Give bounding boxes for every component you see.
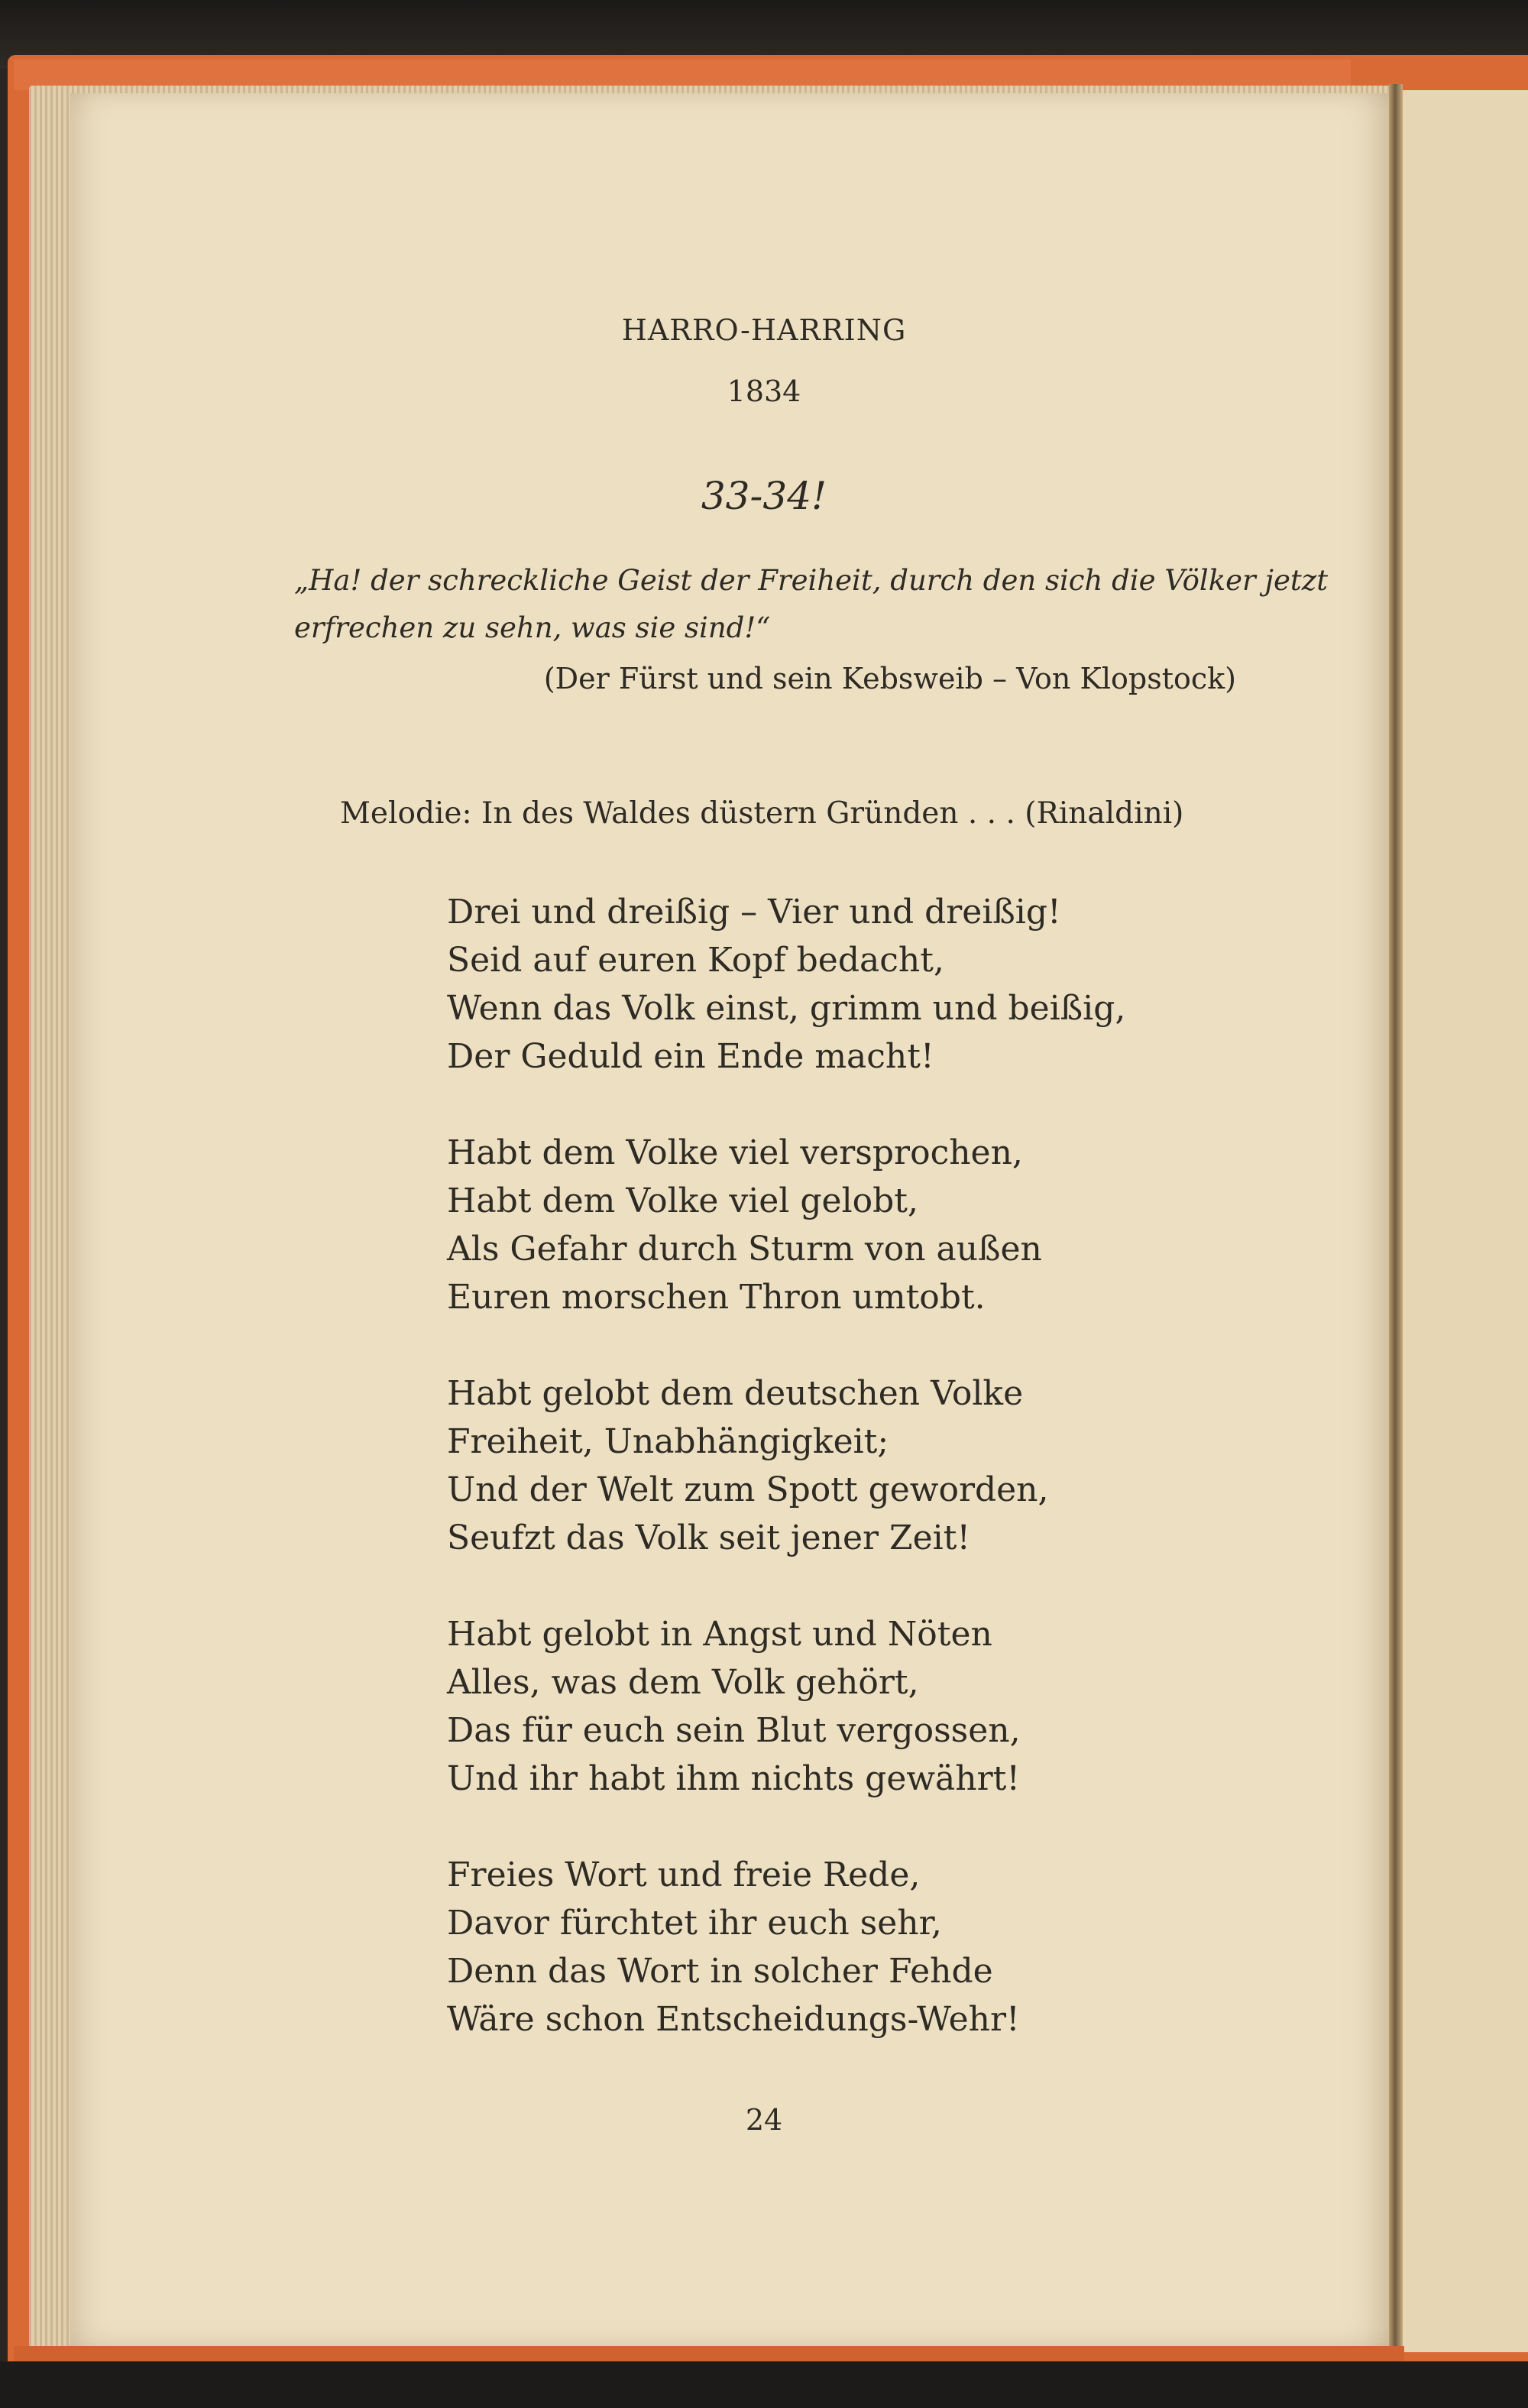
- melody-note: Melodie: In des Waldes düstern Gründen . . . (Rinaldini): [340, 796, 1184, 831]
- epigraph-line: „Ha! der schreckliche Geist der Freiheit, durch den sich die Völker jetzt: [294, 564, 1329, 597]
- verse-line: Und der Welt zum Spott geworden,: [447, 1470, 1049, 1509]
- verse-line: Euren morschen Thron umtobt.: [447, 1278, 986, 1317]
- verse-line: Drei und dreißig – Vier und dreißig!: [447, 893, 1061, 932]
- verse-line: Und ihr habt ihm nichts gewährt!: [447, 1759, 1020, 1798]
- verse-line: Der Geduld ein Ende macht!: [447, 1037, 934, 1076]
- facing-page-edge: [1403, 90, 1528, 2352]
- backdrop-bottom: [0, 2361, 1528, 2408]
- verse-line: Freies Wort und freie Rede,: [447, 1855, 921, 1894]
- verse-line: Wenn das Volk einst, grimm und beißig,: [447, 989, 1126, 1028]
- verse-line: Alles, was dem Volk gehört,: [447, 1663, 919, 1702]
- verse-line: Seufzt das Volk seit jener Zeit!: [447, 1518, 971, 1557]
- book-gutter: [1389, 84, 1403, 2369]
- verse-line: Denn das Wort in solcher Fehde: [447, 1952, 993, 1991]
- verse-line: Wäre schon Entscheidungs-Wehr!: [447, 2000, 1020, 2039]
- epigraph-line: erfrechen zu sehn, was sie sind!“: [294, 611, 771, 644]
- verse-line: Habt dem Volke viel versprochen,: [447, 1133, 1023, 1172]
- epigraph-source: (Der Fürst und sein Kebsweib – Von Klopstock): [543, 662, 1236, 695]
- verse-line: Als Gefahr durch Sturm von außen: [447, 1230, 1042, 1269]
- poem-title: 33-34!: [701, 474, 827, 518]
- running-header-year: 1834: [727, 374, 801, 408]
- page-number: 24: [745, 2103, 783, 2137]
- verse-line: Freiheit, Unabhängigkeit;: [447, 1422, 889, 1461]
- verse-line: Davor fürchtet ihr euch sehr,: [447, 1904, 942, 1943]
- running-header-author: HARRO-HARRING: [621, 313, 907, 347]
- verse-line: Seid auf euren Kopf bedacht,: [447, 941, 944, 980]
- verse-line: Habt dem Volke viel gelobt,: [447, 1181, 918, 1220]
- verse-line: Das für euch sein Blut vergossen,: [447, 1711, 1021, 1750]
- verse-line: Habt gelobt in Angst und Nöten: [447, 1615, 992, 1654]
- verse-line: Habt gelobt dem deutschen Volke: [447, 1374, 1024, 1413]
